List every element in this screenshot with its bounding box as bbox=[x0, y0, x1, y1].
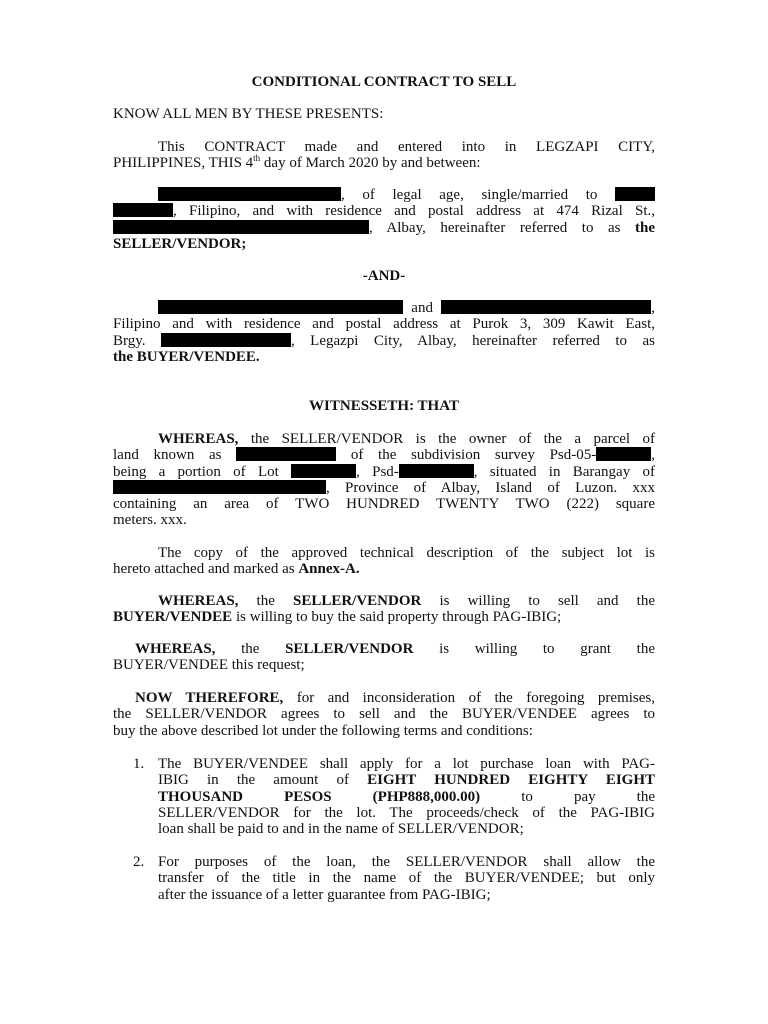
redaction-bar bbox=[236, 447, 336, 461]
redaction-bar bbox=[113, 203, 173, 217]
know-all-heading: KNOW ALL MEN BY THESE PRESENTS: bbox=[113, 106, 384, 122]
redaction-bar bbox=[158, 187, 341, 201]
seller-paragraph: , of legal age, single/married to , Filipino, and with residence and postal address at 474 Rizal St., , Albay, hereinafter referred to as the SELLER/VENDOR; bbox=[113, 187, 655, 252]
list-item: 2. For purposes of the loan, the SELLER/VENDOR shall allow the transfer of the title in the name of the BUYER/VENDEE; but only after the issuance of a letter guarantee from PAG-IBIG; bbox=[133, 854, 655, 903]
whereas-sell-paragraph: WHEREAS, the SELLER/VENDOR is willing to sell and the BUYER/VENDEE is willing to buy the said property through PAG-IBIG; bbox=[113, 593, 655, 626]
now-therefore-paragraph: NOW THEREFORE, for and inconsideration of the foregoing premises, the SELLER/VENDOR agrees to sell and the BUYER/VENDEE agrees to buy the above described lot under the following terms and conditions: bbox=[113, 690, 655, 739]
list-item: 1. The BUYER/VENDEE shall apply for a lot purchase loan with PAG- IBIG in the amount of EIGHT HUNDRED EIGHTY EIGHT THOUSAND PESOS (PHP888,000.00) to pay the SELLER/VENDOR for the lot. The proceeds/check of the PAG-IBIG loan shall be paid to and in the name of SELLER/VENDOR; bbox=[133, 756, 656, 838]
witnesseth-heading: WITNESSETH: THAT bbox=[309, 398, 459, 414]
redaction-bar bbox=[113, 220, 369, 234]
document-title: CONDITIONAL CONTRACT TO SELL bbox=[251, 74, 517, 90]
redaction-bar bbox=[161, 333, 291, 347]
buyer-paragraph: and , Filipino and with residence and postal address at Purok 3, 309 Kawit East, Brgy. , Legazpi City, Albay, hereinafter referred to as the BUYER/VENDEE. bbox=[113, 300, 655, 365]
and-separator: -AND- bbox=[362, 268, 406, 284]
redaction-bar bbox=[441, 300, 651, 314]
redaction-bar bbox=[399, 464, 474, 478]
redaction-bar bbox=[596, 447, 651, 461]
annex-paragraph: The copy of the approved technical description of the subject lot is hereto attached and marked as Annex-A. bbox=[113, 545, 655, 578]
redaction-bar bbox=[113, 480, 326, 494]
redaction-bar bbox=[615, 187, 655, 201]
whereas-owner-paragraph: WHEREAS, the SELLER/VENDOR is the owner of the a parcel of land known as of the subdivision survey Psd-05- , being a portion of Lot , Psd- , situated in Barangay of , Province of Albay, Island of Luzon. xxx containing an area of TWO HUNDRED TWENTY TWO (222) square meters. xxx. bbox=[113, 431, 655, 529]
list-item-number: 1. bbox=[133, 756, 145, 772]
intro-paragraph: This CONTRACT made and entered into in LEGZAPI CITY, PHILIPPINES, THIS 4th day of March 2020 by and between: bbox=[113, 139, 655, 172]
redaction-bar bbox=[291, 464, 356, 478]
whereas-grant-paragraph: WHEREAS, the SELLER/VENDOR is willing to grant the BUYER/VENDEE this request; bbox=[113, 641, 655, 674]
redaction-bar bbox=[158, 300, 403, 314]
list-item-number: 2. bbox=[133, 854, 145, 870]
